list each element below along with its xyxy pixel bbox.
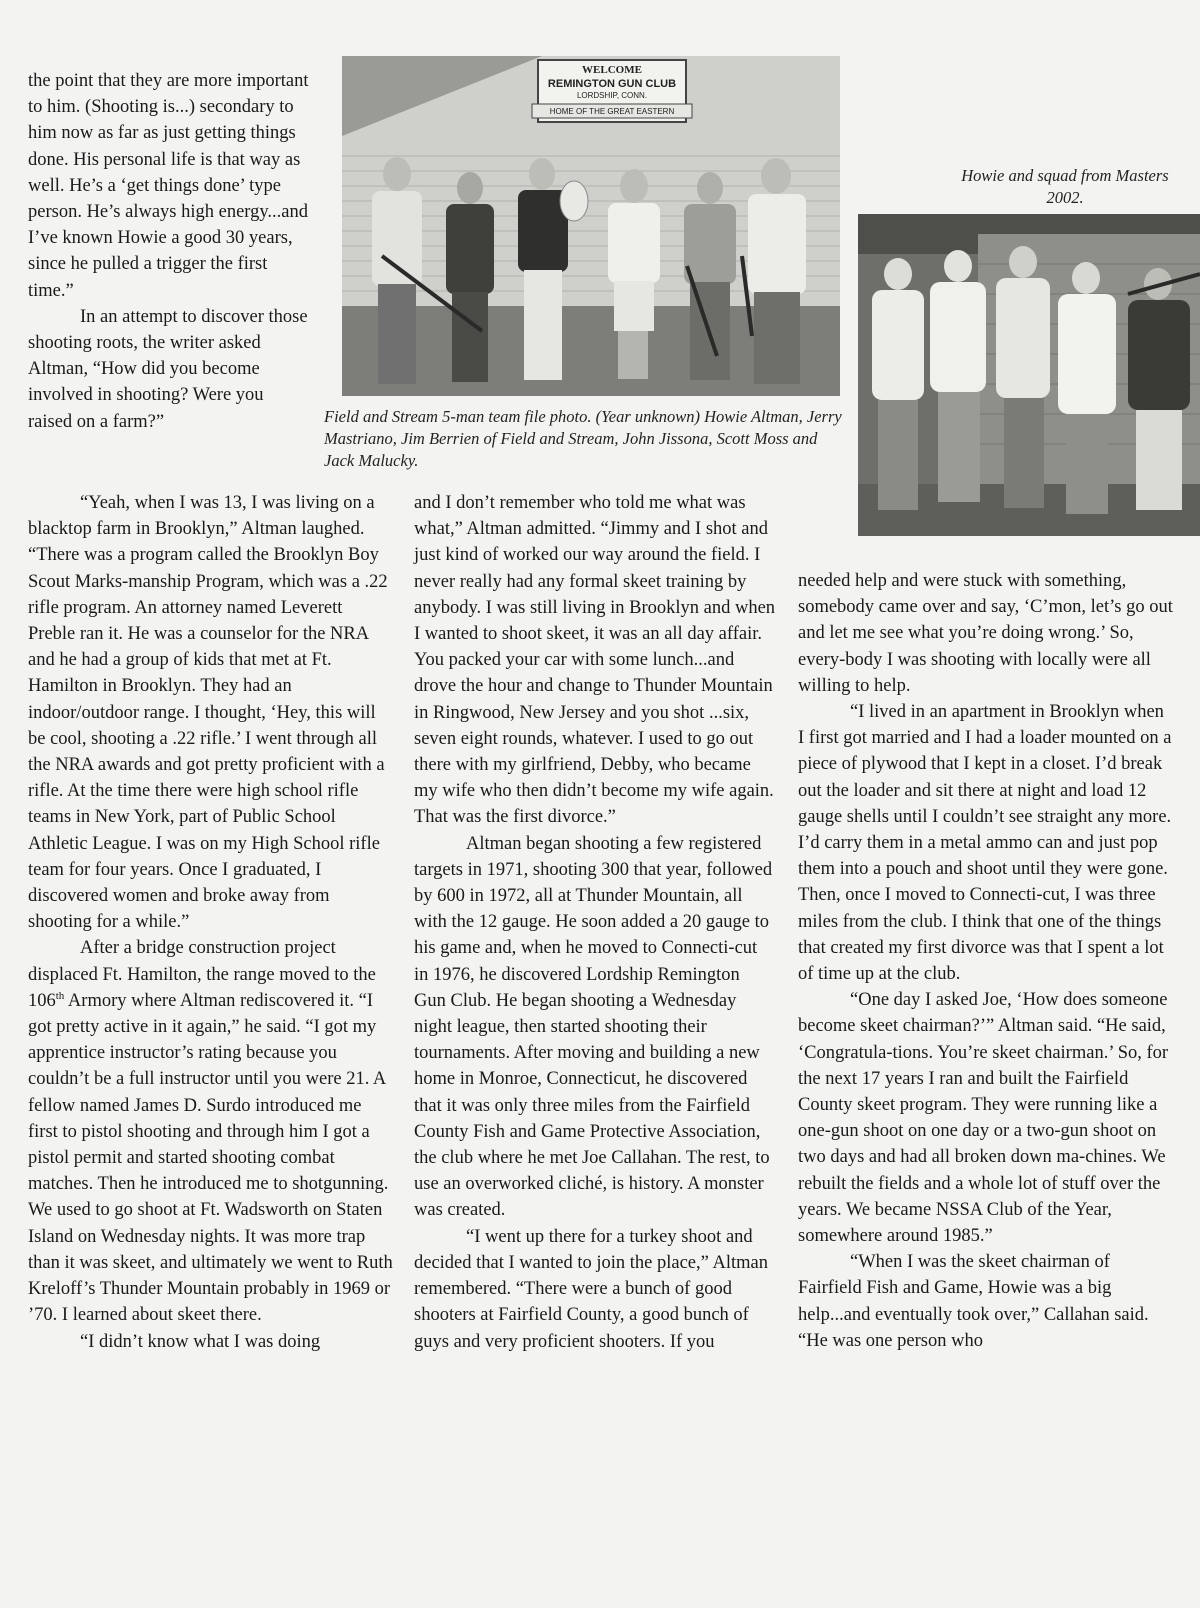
squad-photo	[858, 214, 1200, 536]
paragraph: “Yeah, when I was 13, I was living on a blacktop farm in Brooklyn,” Altman laughed. “There was a program called the Brooklyn Boy Scout Marks-manship Program, which was a .22 rifle program. An attorney named Leverett Preble ran it. He was a counselor for the NRA and he had a group of kids that met at Ft. Hamilton in Brooklyn. They had an indoor/outdoor range. I thought, ‘Hey, this will be cool, shooting a .22 rifle.’ I went through all the NRA awards and got pretty proficient with a rifle. At the time there were high school rifle teams in New York, part of Public School Athletic League. I was on my High School rifle team for four years. Once I graduated, I discovered women and broke away from shooting for a while.”	[28, 493, 388, 933]
sign-line-4: HOME OF THE GREAT EASTERN	[549, 107, 675, 116]
paragraph: After a bridge construction project displaced Ft. Hamilton, the range moved to the 106th Armory where Altman rediscovered it. “I got pretty active in it again,” he said. “I got my apprentice instructor’s rating because you couldn’t be a full instructor until you were 21. A fellow named James D. Surdo introduced me first to pistol shooting and through him I got a pistol permit and started shooting combat matches. Then he introduced me to shotgunning. We used to go shoot at Ft. Wadsworth on Staten Island on Wednesday nights. It was more trap than it was skeet, and ultimately we went to Ruth Kreloff’s Thunder Mountain probably in 1969 or ’70. I learned about skeet there.	[28, 938, 393, 1326]
team-photo-caption: Field and Stream 5-man team file photo. (Year unknown) Howie Altman, Jerry Mastriano, Jim Berrien of Field and Stream, John Jissona, Scott Moss and Jack Malucky.	[324, 407, 842, 470]
column-1-lower	[28, 490, 394, 1355]
sign-line-2: REMINGTON GUN CLUB	[547, 78, 677, 90]
paragraph: “One day I asked Joe, ‘How does someone become skeet chairman?’” Altman said. “He said, ‘Congratula-tions. You’re skeet chairman.’ So, for the next 17 years I ran and built the Fairfield County skeet program. They were running like a one-gun shoot on one day or a two-gun shoot on two days and had all broken down ma-chines. We rebuilt the fields and a whole lot of stuff over the years. We became NSSA Club of the Year, somewhere around 1985.”	[798, 990, 1169, 1247]
column-1-upper	[28, 68, 310, 435]
team-photo	[342, 56, 840, 396]
paragraph: “I didn’t know what I was doing	[80, 1331, 321, 1352]
squad-photo-image	[858, 214, 1200, 536]
paragraph: “When I was the skeet chairman of Fairfield Fish and Game, Howie was a big help...and eventually took over,” Callahan said. “He was one person who	[798, 1252, 1149, 1351]
column-2	[414, 490, 776, 1355]
paragraph: Altman began shooting a few registered targets in 1971, shooting 300 that year, followed by 600 in 1972, all at Thunder Mountain, all with the 12 gauge. He soon added a 20 gauge to his game and, when he moved to Connecti-cut in 1976, he discovered Lordship Remington Gun Club. He began shooting a Wednesday night league, then started shooting their tournaments. After moving and building a new home in Monroe, Connecticut, he discovered that it was only three miles from the Fairfield County Fish and Game Protective Association, the club where he met Joe Callahan. The rest, to use an overworked cliché, is history. A monster was created.	[414, 833, 773, 1221]
squad-photo-caption: Howie and squad from Masters 2002.	[961, 166, 1169, 207]
paragraph: needed help and were stuck with something, somebody came over and say, ‘C’mon, let’s go out and let me see what you’re doing wrong.’ So, every-body I was shooting with locally were all willing to help.	[798, 571, 1173, 696]
column-3	[798, 568, 1174, 1354]
sign-line-1: WELCOME	[582, 64, 642, 76]
paragraph: In an attempt to discover those shooting roots, the writer asked Altman, “How did you become involved in shooting? Were you raised on a farm?”	[28, 306, 308, 432]
paragraph: “I went up there for a turkey shoot and decided that I wanted to join the place,” Altman remembered. “There were a bunch of good shooters at Fairfield County, a good bunch of guys and very proficient shooters. If you	[414, 1226, 768, 1352]
team-photo-image	[342, 56, 840, 396]
paragraph: the point that they are more important to him. (Shooting is...) secondary to him now as far as just getting things done. His personal life is that way as well. He’s a ‘get things done’ type person. He’s always high energy...and I’ve known Howie a good 30 years, since he pulled a trigger the first time.”	[28, 71, 309, 301]
paragraph: and I don’t remember who told me what was what,” Altman admitted. “Jimmy and I shot and just kind of worked our way around the field. I never really had any formal skeet training by anybody. I was still living in Brooklyn and when I wanted to shoot skeet, it was an all day affair. You packed your car with some lunch...and drove the hour and change to Thunder Mountain in Ringwood, New Jersey and you shot ...six, seven eight rounds, whatever. I used to go out there with my girlfriend, Debby, who became my wife who then didn’t become my wife again. That was the first divorce.”	[414, 493, 776, 828]
paragraph: “I lived in an apartment in Brooklyn when I first got married and I had a loader mounted on a piece of plywood that I kept in a closet. I’d break out the loader and sit there at night and load 12 gauge shells until I couldn’t see straight any more. I’d carry them in a metal ammo can and just pop them into a pouch and shoot until they were gone. Then, once I moved to Connecti-cut, I was three miles from the club. I think that one of the things that created my first divorce was that I spent a lot of time up at the club.	[798, 702, 1172, 985]
sign-line-3: LORDSHIP, CONN.	[576, 91, 648, 100]
